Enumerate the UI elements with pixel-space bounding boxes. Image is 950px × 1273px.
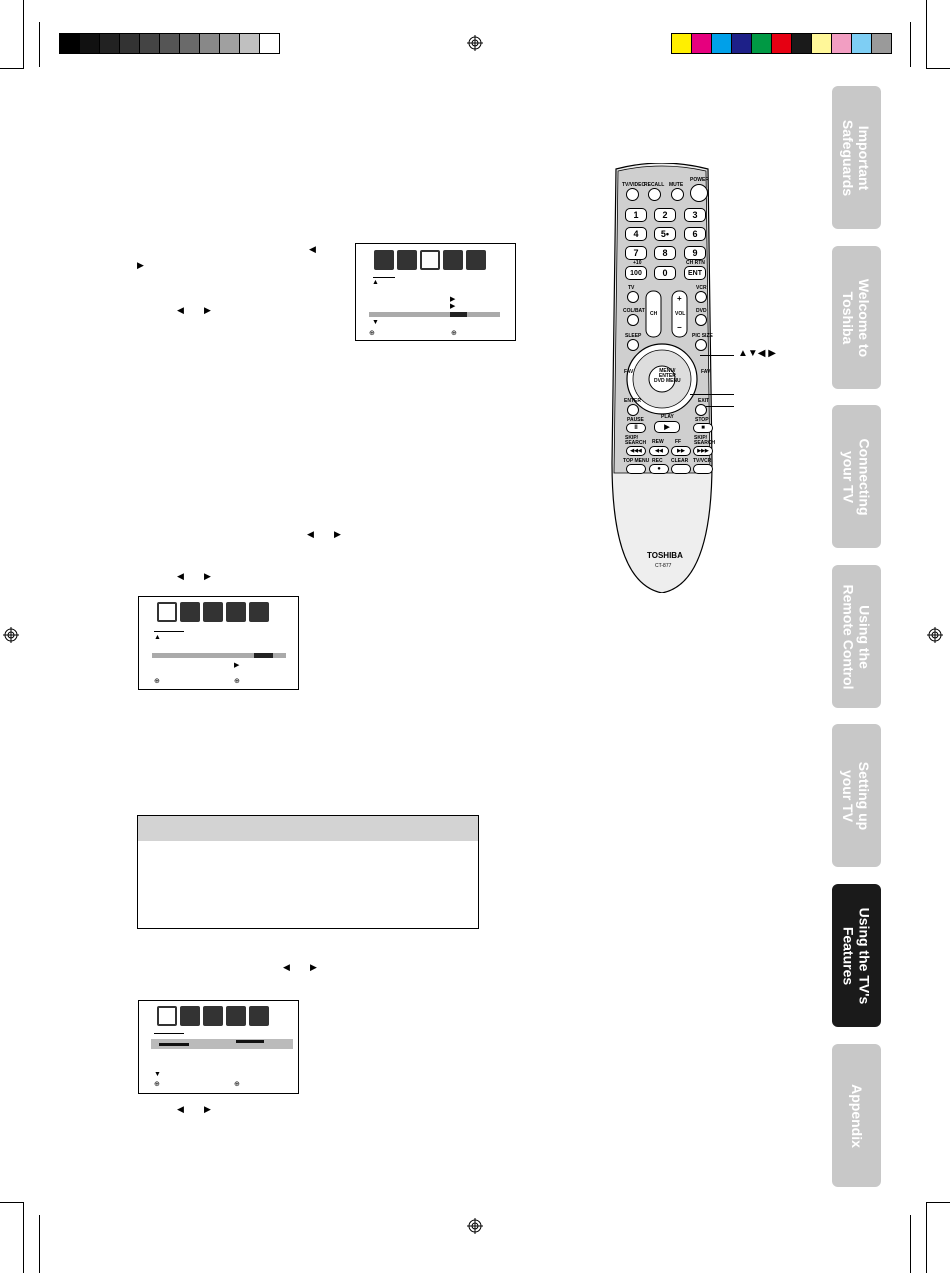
setup-icon bbox=[203, 1006, 223, 1026]
crop-mark bbox=[39, 22, 40, 67]
ff-button[interactable]: ▶▶ bbox=[671, 446, 691, 456]
menu-icon-row bbox=[157, 1006, 269, 1026]
lock-icon bbox=[249, 1006, 269, 1026]
color-swatch bbox=[771, 33, 792, 54]
power-label: POWER bbox=[690, 177, 709, 183]
tab-using-the-tvs-features[interactable] bbox=[832, 884, 881, 1027]
right-arrow-icon: ▶ bbox=[204, 1104, 211, 1114]
col-bat-button[interactable] bbox=[627, 314, 639, 326]
crop-mark bbox=[0, 1202, 24, 1203]
enter-button[interactable] bbox=[627, 404, 639, 416]
color-swatch bbox=[851, 33, 872, 54]
play-button[interactable]: ▶ bbox=[654, 421, 680, 433]
note-box-header bbox=[138, 816, 478, 841]
digit-8-button[interactable]: 8 bbox=[654, 246, 676, 260]
color-swatch bbox=[811, 33, 832, 54]
ch-rtn-label: CH RTN bbox=[686, 260, 705, 266]
ch-rocker-label: CH bbox=[650, 311, 658, 317]
right-arrow-icon: ▶ bbox=[204, 571, 211, 581]
wrench-icon bbox=[226, 1006, 246, 1026]
tab-welcome-to-toshiba[interactable] bbox=[832, 246, 881, 389]
color-swatch bbox=[179, 33, 200, 54]
audio-icon bbox=[180, 1006, 200, 1026]
color-swatch bbox=[239, 33, 260, 54]
skip-fwd-button[interactable]: ▶▶▶ bbox=[693, 446, 713, 456]
color-swatch bbox=[159, 33, 180, 54]
digit-100-button[interactable]: 100 bbox=[625, 266, 647, 280]
vol-up-label: + bbox=[677, 294, 682, 303]
enter-icon: ⊕ bbox=[154, 1081, 160, 1088]
color-swatch bbox=[219, 33, 240, 54]
pic-size-label: PIC SIZE bbox=[692, 333, 713, 339]
registration-mark-icon bbox=[927, 627, 943, 643]
enter-icon: ⊕ bbox=[369, 330, 375, 337]
rec-label: REC bbox=[652, 458, 663, 464]
callout-line bbox=[700, 355, 734, 356]
level-bar bbox=[369, 312, 500, 317]
color-bars bbox=[672, 33, 892, 54]
digit-6-button[interactable]: 6 bbox=[684, 227, 706, 241]
tab-setting-up-your-tv[interactable] bbox=[832, 724, 881, 867]
play-label: PLAY bbox=[661, 414, 674, 420]
enter-label: ENTER bbox=[624, 398, 641, 404]
pic-size-button[interactable] bbox=[695, 339, 707, 351]
skip-fwd-label: SKIP/ SEARCH bbox=[694, 435, 716, 446]
level-mark bbox=[236, 1040, 264, 1043]
rew-button[interactable]: ◀◀ bbox=[649, 446, 669, 456]
color-swatch bbox=[871, 33, 892, 54]
menu-underline bbox=[373, 277, 395, 278]
vcr-button[interactable] bbox=[695, 291, 707, 303]
tab-label: Using the Remote Control bbox=[840, 584, 873, 689]
clear-button[interactable] bbox=[671, 464, 691, 474]
note-box bbox=[137, 815, 479, 929]
left-arrow-icon: ◀ bbox=[283, 962, 290, 972]
crop-mark bbox=[926, 68, 950, 69]
digit-9-button[interactable]: 9 bbox=[684, 246, 706, 260]
tv-vcr-label: TV/VCR bbox=[693, 458, 712, 464]
rec-button[interactable]: ● bbox=[649, 464, 669, 474]
color-swatch bbox=[711, 33, 732, 54]
down-arrow-icon: ▼ bbox=[154, 1071, 161, 1078]
crop-mark bbox=[39, 1215, 40, 1273]
enter-icon: ⊕ bbox=[234, 678, 240, 685]
menu-screenshot bbox=[138, 1000, 299, 1094]
left-arrow-icon: ◀ bbox=[307, 529, 314, 539]
tab-label: Welcome to Toshiba bbox=[840, 278, 873, 357]
tv-label: TV bbox=[628, 285, 635, 291]
dvd-label: DVD bbox=[696, 308, 707, 314]
menu-underline bbox=[154, 1033, 184, 1034]
picture-icon bbox=[374, 250, 394, 270]
wrench-icon bbox=[443, 250, 463, 270]
registration-mark-icon bbox=[3, 627, 19, 643]
tab-label: Connecting your TV bbox=[840, 438, 873, 515]
menu-underline bbox=[154, 631, 184, 632]
tab-label: Appendix bbox=[848, 1083, 865, 1148]
audio-icon bbox=[397, 250, 417, 270]
right-arrow-icon: ▶ bbox=[450, 296, 456, 303]
tab-using-the-remote-control[interactable] bbox=[832, 565, 881, 708]
color-swatch bbox=[59, 33, 80, 54]
tab-label: Setting up your TV bbox=[840, 761, 873, 830]
level-bar bbox=[152, 653, 286, 658]
crop-mark bbox=[23, 1202, 24, 1273]
digit-0-button[interactable]: 0 bbox=[654, 266, 676, 280]
plus10-label: +10 bbox=[633, 260, 642, 266]
color-swatch bbox=[139, 33, 160, 54]
stop-button[interactable]: ■ bbox=[693, 423, 713, 433]
crop-mark bbox=[926, 1202, 927, 1273]
color-swatch bbox=[671, 33, 692, 54]
digit-3-button[interactable]: 3 bbox=[684, 208, 706, 222]
up-arrow-icon: ▲ bbox=[372, 279, 379, 286]
right-arrow-icon: ▶ bbox=[334, 529, 341, 539]
menu-icon-row bbox=[157, 602, 269, 622]
crop-mark bbox=[910, 1215, 911, 1273]
left-arrow-icon: ◀ bbox=[177, 1104, 184, 1114]
right-arrow-icon: ▶ bbox=[310, 962, 317, 972]
sleep-label: SLEEP bbox=[625, 333, 642, 339]
skip-back-button[interactable]: ◀◀◀ bbox=[626, 446, 646, 456]
tab-appendix[interactable] bbox=[832, 1044, 881, 1187]
color-swatch bbox=[731, 33, 752, 54]
fav-up-label: FAV bbox=[701, 369, 711, 375]
dvd-button[interactable] bbox=[695, 314, 707, 326]
crop-mark bbox=[910, 22, 911, 67]
tab-important-safeguards[interactable] bbox=[832, 86, 881, 229]
top-menu-button[interactable] bbox=[626, 464, 646, 474]
lock-icon bbox=[249, 602, 269, 622]
level-mark bbox=[159, 1043, 189, 1046]
right-arrow-icon: ▶ bbox=[137, 260, 144, 270]
crop-mark bbox=[0, 68, 24, 69]
vcr-label: VCR bbox=[696, 285, 707, 291]
nav-arrows-callout: ▲▼◀ ▶ bbox=[738, 348, 776, 359]
color-swatch bbox=[99, 33, 120, 54]
picture-icon bbox=[157, 1006, 177, 1026]
tab-label: Important Safeguards bbox=[840, 119, 873, 196]
tab-connecting-your-tv[interactable] bbox=[832, 405, 881, 548]
ent-button[interactable]: ENT bbox=[684, 266, 706, 280]
up-arrow-icon: ▲ bbox=[154, 634, 161, 641]
gray-scale-bars bbox=[60, 33, 280, 54]
rew-label: REW bbox=[652, 439, 664, 445]
model-number: CT-877 bbox=[655, 563, 672, 569]
mute-label: MUTE bbox=[669, 182, 684, 188]
enter-icon: ⊕ bbox=[154, 678, 160, 685]
enter-icon: ⊕ bbox=[451, 330, 457, 337]
digit-7-button[interactable]: 7 bbox=[625, 246, 647, 260]
left-arrow-icon: ◀ bbox=[309, 244, 316, 254]
remote-control bbox=[608, 163, 716, 593]
down-arrow-icon: ▼ bbox=[372, 319, 379, 326]
ff-label: FF bbox=[675, 439, 682, 445]
crop-mark bbox=[23, 0, 24, 68]
crop-mark bbox=[926, 1202, 950, 1203]
brand-logo: TOSHIBA bbox=[647, 551, 683, 560]
color-swatch bbox=[751, 33, 772, 54]
tab-label: Using the TV's Features bbox=[840, 907, 873, 1004]
digit-5-button[interactable]: 5• bbox=[654, 227, 676, 241]
sleep-button[interactable] bbox=[627, 339, 639, 351]
digit-1-button[interactable]: 1 bbox=[625, 208, 647, 222]
fav-down-label: FAV bbox=[624, 369, 634, 375]
menu-screenshot bbox=[355, 243, 516, 341]
audio-icon bbox=[180, 602, 200, 622]
vol-rocker-label: VOL bbox=[675, 311, 686, 317]
pause-label: PAUSE bbox=[627, 417, 644, 423]
menu-enter-label[interactable]: MENU/ ENTER DVD MENU bbox=[654, 368, 681, 384]
exit-label: EXIT bbox=[698, 398, 710, 404]
left-arrow-icon: ◀ bbox=[177, 571, 184, 581]
color-swatch bbox=[199, 33, 220, 54]
color-swatch bbox=[791, 33, 812, 54]
setup-icon bbox=[420, 250, 440, 270]
recall-button[interactable] bbox=[648, 188, 661, 201]
left-arrow-icon: ◀ bbox=[177, 305, 184, 315]
power-button[interactable] bbox=[690, 184, 708, 202]
vol-down-label: − bbox=[677, 323, 682, 332]
top-menu-label: TOP MENU bbox=[623, 458, 650, 464]
recall-label: RECALL bbox=[644, 182, 665, 188]
registration-mark-icon bbox=[467, 1218, 483, 1234]
crop-mark bbox=[926, 0, 927, 68]
callout-line bbox=[690, 394, 734, 395]
tv-button[interactable] bbox=[627, 291, 639, 303]
color-swatch bbox=[259, 33, 280, 54]
stop-label: STOP bbox=[695, 417, 709, 423]
lock-icon bbox=[466, 250, 486, 270]
col-bat-label: COL/BAT bbox=[623, 308, 645, 314]
tv-video-button[interactable] bbox=[626, 188, 639, 201]
right-arrow-icon: ▶ bbox=[234, 662, 240, 669]
pause-button[interactable]: II bbox=[626, 423, 646, 433]
setup-icon bbox=[203, 602, 223, 622]
right-arrow-icon: ▶ bbox=[204, 305, 211, 315]
tv-video-label: TV/VIDEO bbox=[622, 182, 646, 188]
digit-4-button[interactable]: 4 bbox=[625, 227, 647, 241]
tv-vcr-button[interactable] bbox=[693, 464, 713, 474]
color-swatch bbox=[119, 33, 140, 54]
right-arrow-icon: ▶ bbox=[450, 303, 456, 310]
clear-label: CLEAR bbox=[671, 458, 689, 464]
callout-line bbox=[706, 406, 734, 407]
skip-back-label: SKIP/ SEARCH bbox=[625, 435, 647, 446]
registration-mark-icon bbox=[467, 35, 483, 51]
mute-button[interactable] bbox=[671, 188, 684, 201]
enter-icon: ⊕ bbox=[234, 1081, 240, 1088]
color-swatch bbox=[691, 33, 712, 54]
color-swatch bbox=[79, 33, 100, 54]
menu-screenshot bbox=[138, 596, 299, 690]
digit-2-button[interactable]: 2 bbox=[654, 208, 676, 222]
picture-icon bbox=[157, 602, 177, 622]
menu-icon-row bbox=[374, 250, 486, 270]
wrench-icon bbox=[226, 602, 246, 622]
color-swatch bbox=[831, 33, 852, 54]
